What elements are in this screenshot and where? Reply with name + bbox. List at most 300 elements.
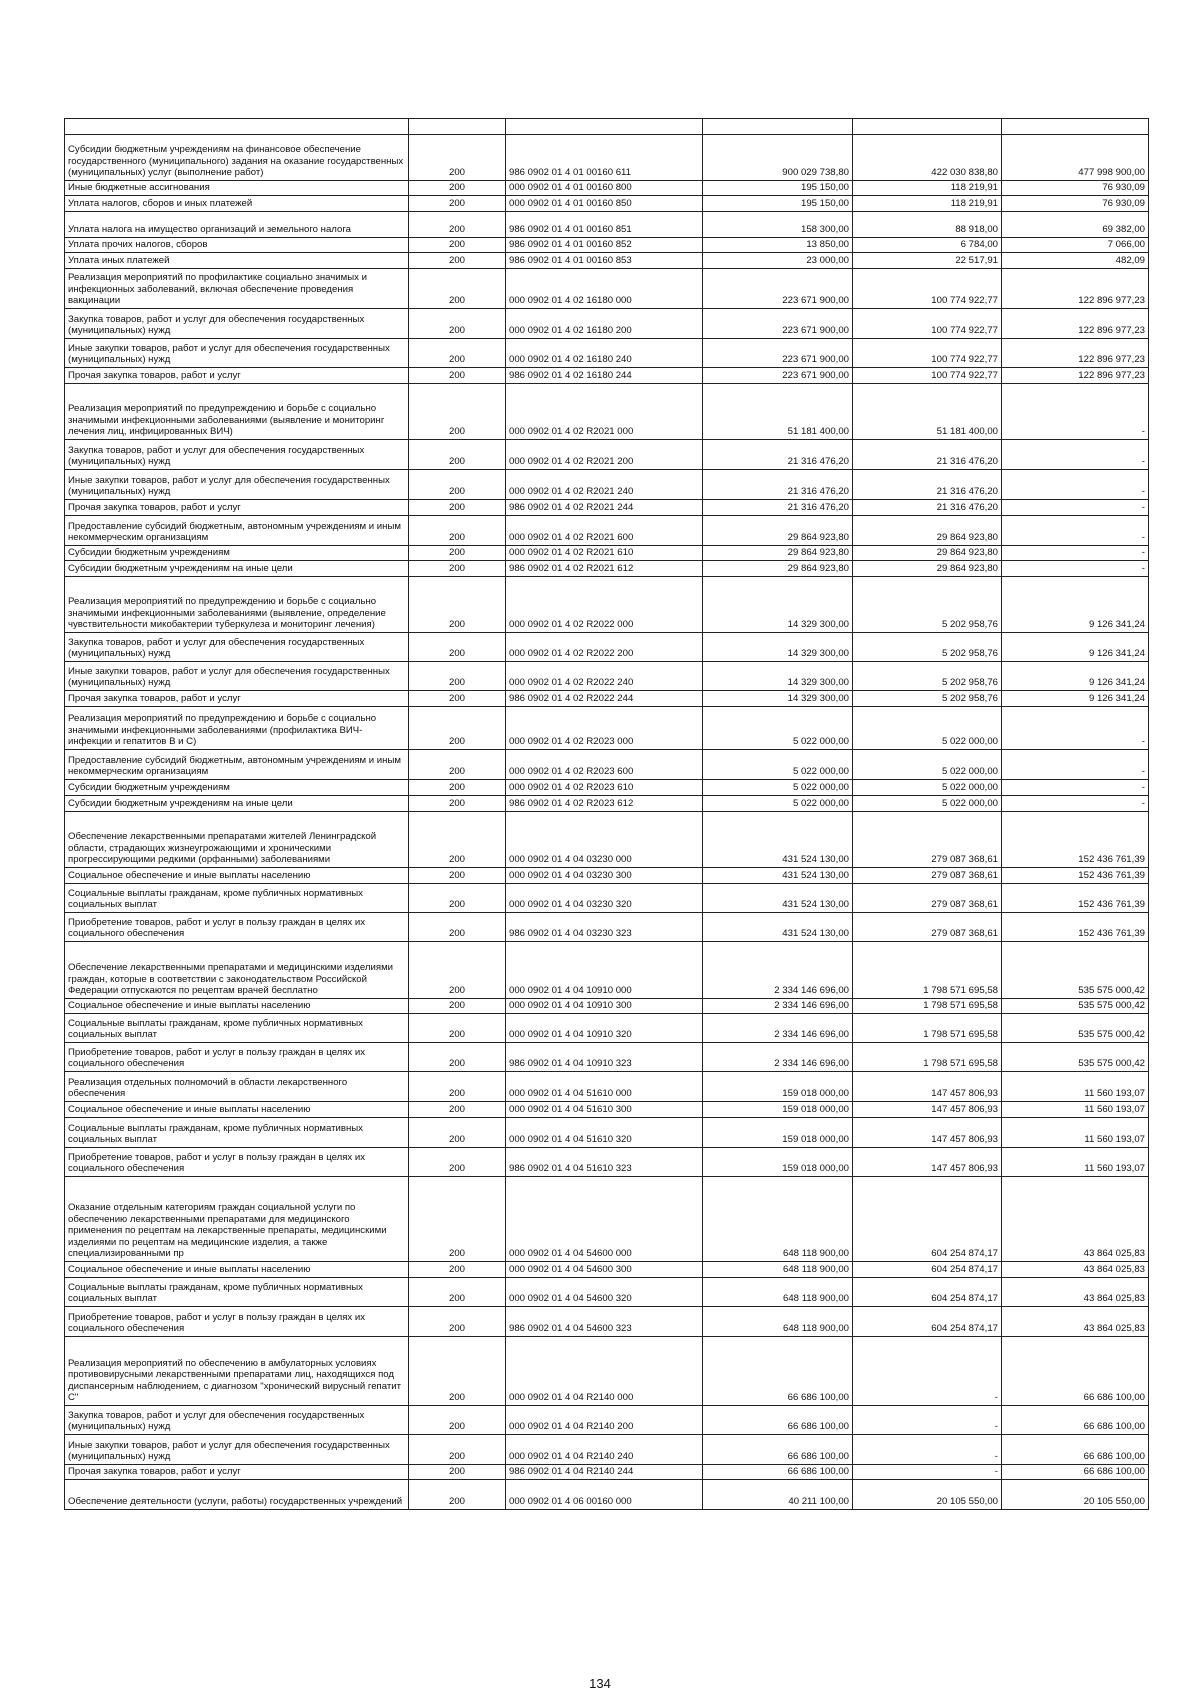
table-row	[65, 868, 1149, 884]
table-row	[65, 1102, 1149, 1118]
table-row	[65, 1480, 1149, 1510]
unexecuted-amount: 477 998 900,00	[1002, 135, 1149, 181]
unexecuted-amount: 11 560 193,07	[1002, 1102, 1149, 1118]
approved-amount: 2 334 146 696,00	[703, 1014, 853, 1043]
table-row	[65, 707, 1149, 750]
line-code: 200	[409, 269, 506, 309]
table-row	[65, 516, 1149, 546]
table-row	[65, 470, 1149, 500]
executed-amount: 604 254 874,17	[853, 1177, 1002, 1262]
budget-execution-table	[64, 118, 1149, 1510]
line-code: 200	[409, 1435, 506, 1465]
line-code: 200	[409, 662, 506, 691]
budget-classification-code: 000 0902 01 4 04 03230 320	[506, 884, 703, 913]
unexecuted-amount: -	[1002, 707, 1149, 750]
budget-classification-code: 000 0902 01 4 02 R2021 200	[506, 440, 703, 470]
approved-amount: 40 211 100,00	[703, 1480, 853, 1510]
unexecuted-amount: 535 575 000,42	[1002, 1043, 1149, 1072]
unexecuted-amount: 11 560 193,07	[1002, 1072, 1149, 1102]
approved-amount: 223 671 900,00	[703, 339, 853, 368]
unexecuted-amount: -	[1002, 500, 1149, 516]
executed-amount: 5 022 000,00	[853, 707, 1002, 750]
row-name: Иные закупки товаров, работ и услуг для обеспечения государственных (муниципальных) нужд	[65, 1435, 409, 1465]
approved-amount: 66 686 100,00	[703, 1406, 853, 1435]
budget-classification-code: 000 0902 01 4 02 R2023 600	[506, 750, 703, 780]
table-row	[65, 1177, 1149, 1262]
page-number: 134	[589, 1676, 611, 1691]
unexecuted-amount: 11 560 193,07	[1002, 1118, 1149, 1148]
approved-amount: 66 686 100,00	[703, 1465, 853, 1480]
line-code: 200	[409, 999, 506, 1014]
budget-classification-code: 000 0902 01 4 01 00160 800	[506, 181, 703, 196]
budget-classification-code: 986 0902 01 4 02 R2023 612	[506, 796, 703, 812]
unexecuted-amount: 66 686 100,00	[1002, 1337, 1149, 1406]
approved-amount: 648 118 900,00	[703, 1278, 853, 1307]
table-row	[65, 1337, 1149, 1406]
approved-amount: 23 000,00	[703, 253, 853, 269]
unexecuted-amount: 152 436 761,39	[1002, 868, 1149, 884]
executed-amount: 1 798 571 695,58	[853, 1014, 1002, 1043]
budget-classification-code: 000 0902 01 4 02 16180 000	[506, 269, 703, 309]
executed-amount: 279 087 368,61	[853, 913, 1002, 942]
table-row	[65, 212, 1149, 238]
executed-amount: 51 181 400,00	[853, 384, 1002, 440]
table-row	[65, 196, 1149, 212]
budget-classification-code: 000 0902 01 4 02 R2023 610	[506, 780, 703, 796]
row-name: Реализация мероприятий по предупреждению и борьбе с социально значимыми инфекционными заболеваниями (профилактика ВИЧ-инфекции и гепатитов В и С)	[65, 707, 409, 750]
budget-classification-code: 986 0902 01 4 01 00160 611	[506, 135, 703, 181]
table-row	[65, 339, 1149, 368]
row-name: Обеспечение лекарственными препаратами жителей Ленинградской области, страдающих жизнеугрожающими и хроническими прогрессирующими редкими (орфанными) заболеваниями	[65, 812, 409, 868]
approved-amount: 5 022 000,00	[703, 780, 853, 796]
budget-classification-code: 986 0902 01 4 02 R2022 244	[506, 691, 703, 707]
line-code: 200	[409, 470, 506, 500]
executed-amount: 5 202 958,76	[853, 577, 1002, 633]
line-code: 200	[409, 253, 506, 269]
budget-classification-code: 000 0902 01 4 02 R2021 240	[506, 470, 703, 500]
budget-classification-code: 000 0902 01 4 02 R2021 600	[506, 516, 703, 546]
row-name: Приобретение товаров, работ и услуг в пользу граждан в целях их социального обеспечения	[65, 913, 409, 942]
approved-amount: 2 334 146 696,00	[703, 942, 853, 999]
table-row	[65, 135, 1149, 181]
approved-amount: 159 018 000,00	[703, 1148, 853, 1177]
executed-amount: 279 087 368,61	[853, 884, 1002, 913]
table-row	[65, 546, 1149, 561]
executed-amount: 21 316 476,20	[853, 440, 1002, 470]
unexecuted-amount: 122 896 977,23	[1002, 269, 1149, 309]
row-name: Прочая закупка товаров, работ и услуг	[65, 500, 409, 516]
table-row	[65, 1465, 1149, 1480]
budget-classification-code: 000 0902 01 4 02 16180 200	[506, 309, 703, 339]
row-name: Социальное обеспечение и иные выплаты населению	[65, 1102, 409, 1118]
table-row	[65, 238, 1149, 253]
executed-amount: 88 918,00	[853, 212, 1002, 238]
table-row	[65, 309, 1149, 339]
executed-amount: 604 254 874,17	[853, 1262, 1002, 1278]
line-code: 200	[409, 309, 506, 339]
row-name: Реализация отдельных полномочий в области лекарственного обеспечения	[65, 1072, 409, 1102]
line-code: 200	[409, 868, 506, 884]
row-name: Предоставление субсидий бюджетным, автономным учреждениям и иным некоммерческим организациям	[65, 516, 409, 546]
approved-amount: 5 022 000,00	[703, 796, 853, 812]
approved-amount: 648 118 900,00	[703, 1307, 853, 1337]
row-name: Прочая закупка товаров, работ и услуг	[65, 691, 409, 707]
unexecuted-amount: 9 126 341,24	[1002, 577, 1149, 633]
table-row	[65, 662, 1149, 691]
row-name: Социальные выплаты гражданам, кроме публичных нормативных социальных выплат	[65, 884, 409, 913]
row-name: Приобретение товаров, работ и услуг в пользу граждан в целях их социального обеспечения	[65, 1043, 409, 1072]
budget-classification-code: 986 0902 01 4 04 54600 323	[506, 1307, 703, 1337]
budget-classification-code: 000 0902 01 4 04 54600 300	[506, 1262, 703, 1278]
table-row	[65, 384, 1149, 440]
approved-amount: 66 686 100,00	[703, 1435, 853, 1465]
executed-amount: 604 254 874,17	[853, 1278, 1002, 1307]
budget-classification-code: 000 0902 01 4 01 00160 850	[506, 196, 703, 212]
budget-classification-code: 000 0902 01 4 02 R2022 200	[506, 633, 703, 662]
approved-amount: 159 018 000,00	[703, 1072, 853, 1102]
row-name: Реализация мероприятий по обеспечению в амбулаторных условиях противовирусными лекарственными препаратами лиц, находящихся под диспансерным наблюдением, с диагнозом "хронический вирусный гепатит С"	[65, 1337, 409, 1406]
unexecuted-amount: -	[1002, 561, 1149, 577]
budget-classification-code: 000 0902 01 4 04 10910 300	[506, 999, 703, 1014]
approved-amount: 5 022 000,00	[703, 707, 853, 750]
table-row	[65, 577, 1149, 633]
row-name: Приобретение товаров, работ и услуг в пользу граждан в целях их социального обеспечения	[65, 1307, 409, 1337]
executed-amount: 100 774 922,77	[853, 309, 1002, 339]
executed-amount: -	[853, 1406, 1002, 1435]
executed-amount: 1 798 571 695,58	[853, 999, 1002, 1014]
line-code: 200	[409, 1102, 506, 1118]
unexecuted-amount: 9 126 341,24	[1002, 691, 1149, 707]
table-row	[65, 1262, 1149, 1278]
executed-amount: 147 457 806,93	[853, 1102, 1002, 1118]
executed-amount: -	[853, 1435, 1002, 1465]
table-row	[65, 1435, 1149, 1465]
table-row	[65, 1148, 1149, 1177]
unexecuted-amount: 122 896 977,23	[1002, 339, 1149, 368]
line-code: 200	[409, 707, 506, 750]
budget-classification-code: 000 0902 01 4 02 R2021 610	[506, 546, 703, 561]
approved-amount: 14 329 300,00	[703, 577, 853, 633]
row-name: Закупка товаров, работ и услуг для обеспечения государственных (муниципальных) нужд	[65, 440, 409, 470]
budget-classification-code: 000 0902 01 4 02 R2023 000	[506, 707, 703, 750]
executed-amount: 21 316 476,20	[853, 500, 1002, 516]
budget-classification-code: 000 0902 01 4 02 R2022 000	[506, 577, 703, 633]
approved-amount: 159 018 000,00	[703, 1118, 853, 1148]
line-code: 200	[409, 780, 506, 796]
row-name: Иные закупки товаров, работ и услуг для обеспечения государственных (муниципальных) нужд	[65, 662, 409, 691]
table-row	[65, 440, 1149, 470]
table-row	[65, 1072, 1149, 1102]
line-code: 200	[409, 1262, 506, 1278]
budget-classification-code: 000 0902 01 4 02 R2021 000	[506, 384, 703, 440]
executed-amount: 5 202 958,76	[853, 633, 1002, 662]
row-name: Социальные выплаты гражданам, кроме публичных нормативных социальных выплат	[65, 1014, 409, 1043]
budget-classification-code: 000 0902 01 4 02 R2022 240	[506, 662, 703, 691]
line-code: 200	[409, 750, 506, 780]
line-code: 200	[409, 368, 506, 384]
approved-amount: 431 524 130,00	[703, 913, 853, 942]
unexecuted-amount: -	[1002, 516, 1149, 546]
row-name: Закупка товаров, работ и услуг для обеспечения государственных (муниципальных) нужд	[65, 1406, 409, 1435]
approved-amount: 21 316 476,20	[703, 470, 853, 500]
executed-amount: 29 864 923,80	[853, 561, 1002, 577]
table-row	[65, 812, 1149, 868]
table-row	[65, 942, 1149, 999]
line-code: 200	[409, 1406, 506, 1435]
unexecuted-amount: 535 575 000,42	[1002, 999, 1149, 1014]
approved-amount: 2 334 146 696,00	[703, 999, 853, 1014]
unexecuted-amount: 66 686 100,00	[1002, 1406, 1149, 1435]
row-name: Обеспечение деятельности (услуги, работы) государственных учреждений	[65, 1480, 409, 1510]
executed-amount: 5 202 958,76	[853, 662, 1002, 691]
row-name: Реализация мероприятий по предупреждению и борьбе с социально значимыми инфекционными заболеваниями (выявление, определение чувствительности микобактерии туберкулеза и мониторинг лечения)	[65, 577, 409, 633]
line-code: 200	[409, 181, 506, 196]
line-code: 200	[409, 546, 506, 561]
table-row	[65, 368, 1149, 384]
unexecuted-amount: -	[1002, 470, 1149, 500]
row-name: Субсидии бюджетным учреждениям	[65, 546, 409, 561]
executed-amount: 21 316 476,20	[853, 470, 1002, 500]
executed-amount: 100 774 922,77	[853, 339, 1002, 368]
executed-amount: 6 784,00	[853, 238, 1002, 253]
line-code: 200	[409, 1072, 506, 1102]
executed-amount: 5 022 000,00	[853, 750, 1002, 780]
executed-amount: 422 030 838,80	[853, 135, 1002, 181]
line-code: 200	[409, 1307, 506, 1337]
approved-amount: 223 671 900,00	[703, 309, 853, 339]
budget-classification-code: 000 0902 01 4 04 51610 300	[506, 1102, 703, 1118]
row-name: Субсидии бюджетным учреждениям на финансовое обеспечение государственного (муниципального) задания на оказание государственных (муниципальных) услуг (выполнение работ)	[65, 135, 409, 181]
budget-classification-code: 986 0902 01 4 02 R2021 244	[506, 500, 703, 516]
line-code: 200	[409, 1278, 506, 1307]
approved-amount: 158 300,00	[703, 212, 853, 238]
budget-classification-code: 000 0902 01 4 04 03230 300	[506, 868, 703, 884]
line-code: 200	[409, 1148, 506, 1177]
budget-classification-code: 000 0902 01 4 04 10910 000	[506, 942, 703, 999]
table-row	[65, 269, 1149, 309]
approved-amount: 159 018 000,00	[703, 1102, 853, 1118]
table-row	[65, 1278, 1149, 1307]
budget-classification-code: 000 0902 01 4 04 R2140 200	[506, 1406, 703, 1435]
line-code: 200	[409, 812, 506, 868]
unexecuted-amount: 122 896 977,23	[1002, 309, 1149, 339]
executed-amount: 118 219,91	[853, 181, 1002, 196]
unexecuted-amount: -	[1002, 440, 1149, 470]
unexecuted-amount: 122 896 977,23	[1002, 368, 1149, 384]
budget-classification-code: 000 0902 01 4 04 51610 320	[506, 1118, 703, 1148]
unexecuted-amount: 535 575 000,42	[1002, 942, 1149, 999]
unexecuted-amount: 482,09	[1002, 253, 1149, 269]
approved-amount: 51 181 400,00	[703, 384, 853, 440]
budget-classification-code: 000 0902 01 4 04 03230 000	[506, 812, 703, 868]
unexecuted-amount: 76 930,09	[1002, 196, 1149, 212]
row-name: Уплата налогов, сборов и иных платежей	[65, 196, 409, 212]
executed-amount: 1 798 571 695,58	[853, 1043, 1002, 1072]
budget-classification-code: 986 0902 01 4 04 51610 323	[506, 1148, 703, 1177]
unexecuted-amount: 11 560 193,07	[1002, 1148, 1149, 1177]
line-code: 200	[409, 884, 506, 913]
unexecuted-amount: 76 930,09	[1002, 181, 1149, 196]
unexecuted-amount: 152 436 761,39	[1002, 812, 1149, 868]
budget-classification-code: 000 0902 01 4 04 54600 320	[506, 1278, 703, 1307]
row-name: Социальные выплаты гражданам, кроме публичных нормативных социальных выплат	[65, 1118, 409, 1148]
line-code: 200	[409, 135, 506, 181]
line-code: 200	[409, 691, 506, 707]
budget-classification-code: 986 0902 01 4 02 R2021 612	[506, 561, 703, 577]
line-code: 200	[409, 1043, 506, 1072]
table-row	[65, 913, 1149, 942]
budget-classification-code: 000 0902 01 4 04 R2140 240	[506, 1435, 703, 1465]
row-name: Прочая закупка товаров, работ и услуг	[65, 368, 409, 384]
line-code: 200	[409, 516, 506, 546]
approved-amount: 14 329 300,00	[703, 662, 853, 691]
row-name: Социальное обеспечение и иные выплаты населению	[65, 868, 409, 884]
approved-amount: 13 850,00	[703, 238, 853, 253]
budget-classification-code: 986 0902 01 4 01 00160 851	[506, 212, 703, 238]
approved-amount: 431 524 130,00	[703, 812, 853, 868]
budget-classification-code: 000 0902 01 4 02 16180 240	[506, 339, 703, 368]
budget-classification-code: 986 0902 01 4 04 03230 323	[506, 913, 703, 942]
unexecuted-amount: -	[1002, 796, 1149, 812]
executed-amount: -	[853, 1337, 1002, 1406]
line-code: 200	[409, 1014, 506, 1043]
row-name: Закупка товаров, работ и услуг для обеспечения государственных (муниципальных) нужд	[65, 633, 409, 662]
row-name: Прочая закупка товаров, работ и услуг	[65, 1465, 409, 1480]
line-code: 200	[409, 942, 506, 999]
approved-amount: 29 864 923,80	[703, 546, 853, 561]
unexecuted-amount: -	[1002, 750, 1149, 780]
budget-classification-code: 000 0902 01 4 04 51610 000	[506, 1072, 703, 1102]
unexecuted-amount: 43 864 025,83	[1002, 1177, 1149, 1262]
approved-amount: 648 118 900,00	[703, 1262, 853, 1278]
approved-amount: 900 029 738,80	[703, 135, 853, 181]
executed-amount: 147 457 806,93	[853, 1118, 1002, 1148]
budget-classification-code: 000 0902 01 4 04 54600 000	[506, 1177, 703, 1262]
budget-classification-code: 986 0902 01 4 04 10910 323	[506, 1043, 703, 1072]
executed-amount: 279 087 368,61	[853, 868, 1002, 884]
table-row	[65, 999, 1149, 1014]
unexecuted-amount: 43 864 025,83	[1002, 1307, 1149, 1337]
unexecuted-amount: 7 066,00	[1002, 238, 1149, 253]
table-row	[65, 500, 1149, 516]
unexecuted-amount: 152 436 761,39	[1002, 913, 1149, 942]
budget-classification-code: 000 0902 01 4 06 00160 000	[506, 1480, 703, 1510]
unexecuted-amount: 20 105 550,00	[1002, 1480, 1149, 1510]
approved-amount: 431 524 130,00	[703, 884, 853, 913]
table-row	[65, 253, 1149, 269]
unexecuted-amount: -	[1002, 546, 1149, 561]
budget-classification-code: 000 0902 01 4 04 R2140 000	[506, 1337, 703, 1406]
executed-amount: 279 087 368,61	[853, 812, 1002, 868]
unexecuted-amount: 43 864 025,83	[1002, 1262, 1149, 1278]
table-row	[65, 1118, 1149, 1148]
table-row	[65, 780, 1149, 796]
executed-amount: 100 774 922,77	[853, 269, 1002, 309]
line-code: 200	[409, 500, 506, 516]
executed-amount: -	[853, 1465, 1002, 1480]
approved-amount: 223 671 900,00	[703, 368, 853, 384]
row-name: Социальное обеспечение и иные выплаты населению	[65, 999, 409, 1014]
executed-amount: 604 254 874,17	[853, 1307, 1002, 1337]
unexecuted-amount: 66 686 100,00	[1002, 1435, 1149, 1465]
budget-classification-code: 000 0902 01 4 04 10910 320	[506, 1014, 703, 1043]
approved-amount: 195 150,00	[703, 181, 853, 196]
approved-amount: 223 671 900,00	[703, 269, 853, 309]
approved-amount: 21 316 476,20	[703, 440, 853, 470]
row-name: Иные бюджетные ассигнования	[65, 181, 409, 196]
executed-amount: 5 022 000,00	[853, 796, 1002, 812]
table-top-border-row	[65, 119, 1149, 135]
line-code: 200	[409, 913, 506, 942]
row-name: Уплата иных платежей	[65, 253, 409, 269]
budget-classification-code: 986 0902 01 4 04 R2140 244	[506, 1465, 703, 1480]
approved-amount: 14 329 300,00	[703, 691, 853, 707]
line-code: 200	[409, 1480, 506, 1510]
unexecuted-amount: 43 864 025,83	[1002, 1278, 1149, 1307]
executed-amount: 29 864 923,80	[853, 546, 1002, 561]
row-name: Иные закупки товаров, работ и услуг для обеспечения государственных (муниципальных) нужд	[65, 339, 409, 368]
approved-amount: 29 864 923,80	[703, 561, 853, 577]
approved-amount: 29 864 923,80	[703, 516, 853, 546]
row-name: Социальные выплаты гражданам, кроме публичных нормативных социальных выплат	[65, 1278, 409, 1307]
line-code: 200	[409, 339, 506, 368]
executed-amount: 1 798 571 695,58	[853, 942, 1002, 999]
row-name: Субсидии бюджетным учреждениям на иные цели	[65, 561, 409, 577]
table-row	[65, 181, 1149, 196]
approved-amount: 431 524 130,00	[703, 868, 853, 884]
row-name: Субсидии бюджетным учреждениям	[65, 780, 409, 796]
unexecuted-amount: 9 126 341,24	[1002, 633, 1149, 662]
table-row	[65, 561, 1149, 577]
unexecuted-amount: 66 686 100,00	[1002, 1465, 1149, 1480]
row-name: Социальное обеспечение и иные выплаты населению	[65, 1262, 409, 1278]
row-name: Реализация мероприятий по предупреждению и борьбе с социально значимыми инфекционными заболеваниями (выявление и мониторинг лечения лиц, инфицированных ВИЧ)	[65, 384, 409, 440]
row-name: Приобретение товаров, работ и услуг в пользу граждан в целях их социального обеспечения	[65, 1148, 409, 1177]
budget-classification-code: 986 0902 01 4 01 00160 852	[506, 238, 703, 253]
executed-amount: 5 022 000,00	[853, 780, 1002, 796]
table-row	[65, 1014, 1149, 1043]
row-name: Реализация мероприятий по профилактике социально значимых и инфекционных заболеваний, включая обеспечение проведения вакцинации	[65, 269, 409, 309]
table-row	[65, 884, 1149, 913]
row-name: Оказание отдельным категориям граждан социальной услуги по обеспечению лекарственными препаратами для медицинского применения по рецептам на лекарственные препараты, медицинскими изделиями по рецептам на медицинские изделия, а также специализированными пр	[65, 1177, 409, 1262]
unexecuted-amount: 9 126 341,24	[1002, 662, 1149, 691]
approved-amount: 195 150,00	[703, 196, 853, 212]
unexecuted-amount: -	[1002, 384, 1149, 440]
budget-classification-code: 986 0902 01 4 02 16180 244	[506, 368, 703, 384]
table-row	[65, 1406, 1149, 1435]
unexecuted-amount: -	[1002, 780, 1149, 796]
executed-amount: 22 517,91	[853, 253, 1002, 269]
executed-amount: 147 457 806,93	[853, 1148, 1002, 1177]
line-code: 200	[409, 238, 506, 253]
executed-amount: 147 457 806,93	[853, 1072, 1002, 1102]
unexecuted-amount: 69 382,00	[1002, 212, 1149, 238]
line-code: 200	[409, 796, 506, 812]
row-name: Обеспечение лекарственными препаратами и медицинскими изделиями граждан, которые в соответствии с законодательством Российской Федерации отпускаются по рецептам врачей бесплатно	[65, 942, 409, 999]
line-code: 200	[409, 561, 506, 577]
line-code: 200	[409, 1337, 506, 1406]
executed-amount: 29 864 923,80	[853, 516, 1002, 546]
table-row	[65, 750, 1149, 780]
line-code: 200	[409, 1177, 506, 1262]
row-name: Субсидии бюджетным учреждениям на иные цели	[65, 796, 409, 812]
table-row	[65, 796, 1149, 812]
line-code: 200	[409, 633, 506, 662]
row-name: Уплата прочих налогов, сборов	[65, 238, 409, 253]
executed-amount: 118 219,91	[853, 196, 1002, 212]
approved-amount: 5 022 000,00	[703, 750, 853, 780]
table-row	[65, 1307, 1149, 1337]
